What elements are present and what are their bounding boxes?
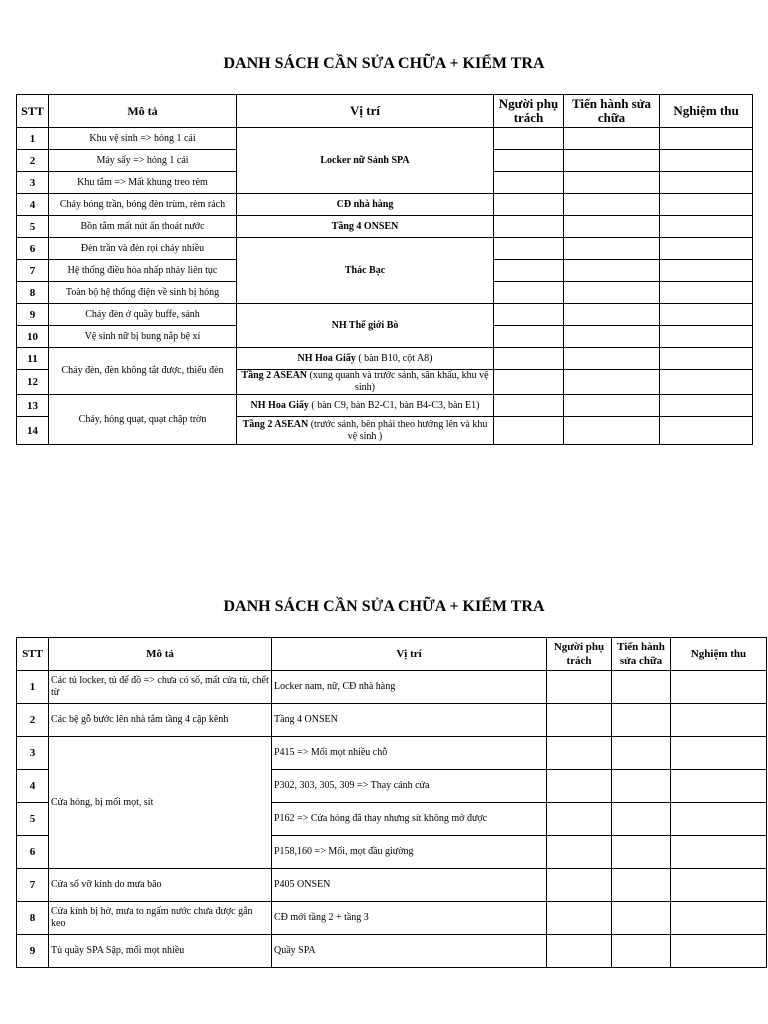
stt-cell: 13 xyxy=(17,395,49,417)
stt-cell: 3 xyxy=(17,172,49,194)
stt-cell: 11 xyxy=(17,348,49,370)
header-stt: STT xyxy=(17,638,49,671)
vi-tri-bold: Tầng 2 ASEAN xyxy=(241,370,308,381)
nguoi-phu-trach-cell xyxy=(494,282,564,304)
nghiem-thu-cell xyxy=(671,803,767,836)
header-tien-hanh: Tiến hành sửa chữa xyxy=(612,638,671,671)
mo-ta-cell: Các bệ gỗ bước lên nhà tắm tầng 4 cập kênh xyxy=(49,704,272,737)
tien-hanh-cell xyxy=(612,770,671,803)
tien-hanh-cell xyxy=(564,348,660,370)
vi-tri-cell xyxy=(237,395,494,417)
nghiem-thu-cell xyxy=(660,304,753,326)
mo-ta-cell: Các tủ locker, tủ để đồ => chưa có số, mất cửa tủ, chết từ xyxy=(49,671,272,704)
stt-cell: 14 xyxy=(17,417,49,445)
nguoi-phu-trach-cell xyxy=(547,737,612,770)
nghiem-thu-cell xyxy=(671,737,767,770)
table-row xyxy=(17,737,767,770)
header-vi-tri: Vị trí xyxy=(272,638,547,671)
tien-hanh-cell xyxy=(564,282,660,304)
vi-tri-cell: NH Thế giới Bò xyxy=(237,304,494,348)
nghiem-thu-cell xyxy=(660,238,753,260)
nghiem-thu-cell xyxy=(671,770,767,803)
table-header-row xyxy=(17,638,767,671)
header-nghiem-thu: Nghiệm thu xyxy=(671,638,767,671)
vi-tri-cell: P302, 303, 305, 309 => Thay cánh cửa xyxy=(272,770,547,803)
stt-cell: 3 xyxy=(17,737,49,770)
nguoi-phu-trach-cell xyxy=(494,150,564,172)
stt-cell: 1 xyxy=(17,671,49,704)
header-stt: STT xyxy=(17,95,49,128)
nghiem-thu-cell xyxy=(660,417,753,445)
vi-tri-detail: ( bàn C9, bàn B2-C1, bàn B4-C3, bàn E1) xyxy=(308,399,480,411)
mo-ta-cell: Cháy bóng trần, bóng đèn trùm, rèm rách xyxy=(49,194,237,216)
nguoi-phu-trach-cell xyxy=(547,869,612,902)
nghiem-thu-cell xyxy=(660,326,753,348)
stt-cell: 1 xyxy=(17,128,49,150)
vi-tri-cell xyxy=(237,417,494,445)
header-tien-hanh: Tiến hành sửa chữa xyxy=(564,95,660,128)
mo-ta-cell: Cháy đèn, đèn không tắt được, thiếu đèn xyxy=(49,348,237,395)
nghiem-thu-cell xyxy=(660,395,753,417)
vi-tri-cell: CĐ mới tầng 2 + tầng 3 xyxy=(272,902,547,935)
nghiem-thu-cell xyxy=(671,902,767,935)
tien-hanh-cell xyxy=(612,902,671,935)
vi-tri-cell: P158,160 => Mối, mọt đầu giường xyxy=(272,836,547,869)
stt-cell: 7 xyxy=(17,260,49,282)
table-row xyxy=(17,869,767,902)
nguoi-phu-trach-cell xyxy=(547,770,612,803)
nghiem-thu-cell xyxy=(660,194,753,216)
stt-cell: 4 xyxy=(17,770,49,803)
page-title-2: DANH SÁCH CẦN SỬA CHỮA + KIỂM TRA xyxy=(223,598,545,615)
header-mo-ta: Mô tả xyxy=(49,95,237,128)
vi-tri-detail: (xung quanh và trước sảnh, sân khấu, khu vệ sinh) xyxy=(307,370,489,393)
vi-tri-cell: P405 ONSEN xyxy=(272,869,547,902)
nguoi-phu-trach-cell xyxy=(494,370,564,395)
table-row xyxy=(17,194,753,216)
stt-cell: 10 xyxy=(17,326,49,348)
tien-hanh-cell xyxy=(612,671,671,704)
nguoi-phu-trach-cell xyxy=(547,671,612,704)
stt-cell: 12 xyxy=(17,370,49,395)
vi-tri-cell: Thác Bạc xyxy=(237,238,494,304)
repair-table-2 xyxy=(16,637,767,968)
vi-tri-cell: Quầy SPA xyxy=(272,935,547,968)
stt-cell: 8 xyxy=(17,902,49,935)
nghiem-thu-cell xyxy=(660,172,753,194)
stt-cell: 9 xyxy=(17,304,49,326)
nguoi-phu-trach-cell xyxy=(494,260,564,282)
nguoi-phu-trach-cell xyxy=(494,194,564,216)
table-row xyxy=(17,902,767,935)
mo-ta-cell: Hệ thống điều hòa nhấp nháy liên tục xyxy=(49,260,237,282)
header-vi-tri: Vị trí xyxy=(237,95,494,128)
tien-hanh-cell xyxy=(564,216,660,238)
nghiem-thu-cell xyxy=(671,935,767,968)
vi-tri-detail: ( bàn B10, cột A8) xyxy=(355,352,433,364)
table-row xyxy=(17,128,753,150)
vi-tri-bold: NH Hoa Giấy xyxy=(297,352,356,364)
nghiem-thu-cell xyxy=(660,260,753,282)
header-nguoi-phu-trach: Người phụ trách xyxy=(547,638,612,671)
vi-tri-cell: Locker nam, nữ, CĐ nhà hàng xyxy=(272,671,547,704)
stt-cell: 5 xyxy=(17,216,49,238)
stt-cell: 2 xyxy=(17,150,49,172)
tien-hanh-cell xyxy=(564,128,660,150)
tien-hanh-cell xyxy=(564,194,660,216)
tien-hanh-cell xyxy=(564,417,660,445)
mo-ta-cell: Cửa sổ vỡ kính do mưa bão xyxy=(49,869,272,902)
nguoi-phu-trach-cell xyxy=(494,395,564,417)
nguoi-phu-trach-cell xyxy=(494,172,564,194)
tien-hanh-cell xyxy=(564,395,660,417)
nguoi-phu-trach-cell xyxy=(494,348,564,370)
stt-cell: 6 xyxy=(17,238,49,260)
tien-hanh-cell xyxy=(612,704,671,737)
mo-ta-cell: Cháy, hỏng quạt, quạt chập trờn xyxy=(49,395,237,445)
table-row xyxy=(17,304,753,326)
tien-hanh-cell xyxy=(612,803,671,836)
nghiem-thu-cell xyxy=(671,704,767,737)
vi-tri-cell xyxy=(237,348,494,370)
nguoi-phu-trach-cell xyxy=(547,704,612,737)
nghiem-thu-cell xyxy=(660,216,753,238)
nguoi-phu-trach-cell xyxy=(547,836,612,869)
repair-table-1 xyxy=(16,94,753,445)
nguoi-phu-trach-cell xyxy=(494,326,564,348)
nghiem-thu-cell xyxy=(660,370,753,395)
page-title-1: DANH SÁCH CẦN SỬA CHỮA + KIỂM TRA xyxy=(223,55,545,72)
nghiem-thu-cell xyxy=(671,836,767,869)
table-row xyxy=(17,216,753,238)
stt-cell: 7 xyxy=(17,869,49,902)
vi-tri-cell: CĐ nhà hàng xyxy=(237,194,494,216)
table-row xyxy=(17,348,753,370)
mo-ta-cell: Đèn trần và đèn rọi cháy nhiều xyxy=(49,238,237,260)
stt-cell: 6 xyxy=(17,836,49,869)
vi-tri-detail: (trước sảnh, bên phải theo hướng lên và khu vệ sinh ) xyxy=(308,418,488,442)
tien-hanh-cell xyxy=(612,869,671,902)
mo-ta-cell: Toàn bộ hệ thống điện về sinh bị hỏng xyxy=(49,282,237,304)
header-mo-ta: Mô tả xyxy=(49,638,272,671)
mo-ta-cell: Khu vệ sinh => hỏng 1 cái xyxy=(49,128,237,150)
nghiem-thu-cell xyxy=(660,150,753,172)
stt-cell: 4 xyxy=(17,194,49,216)
tien-hanh-cell xyxy=(564,150,660,172)
nguoi-phu-trach-cell xyxy=(494,128,564,150)
vi-tri-cell: Locker nữ Sảnh SPA xyxy=(237,128,494,194)
header-nguoi-phu-trach: Người phụ trách xyxy=(494,95,564,128)
stt-cell: 9 xyxy=(17,935,49,968)
tien-hanh-cell xyxy=(564,304,660,326)
vi-tri-bold: NH Hoa Giấy xyxy=(250,399,309,411)
header-nghiem-thu: Nghiệm thu xyxy=(660,95,753,128)
tien-hanh-cell xyxy=(612,737,671,770)
vi-tri-cell xyxy=(237,370,494,395)
table-row xyxy=(17,238,753,260)
mo-ta-cell: Tủ quầy SPA Sập, mối mọt nhiều xyxy=(49,935,272,968)
stt-cell: 8 xyxy=(17,282,49,304)
mo-ta-cell: Cháy đèn ở quầy buffe, sảnh xyxy=(49,304,237,326)
mo-ta-cell: Vệ sinh nữ bị bung nắp bệ xí xyxy=(49,326,237,348)
vi-tri-cell: Tầng 4 ONSEN xyxy=(237,216,494,238)
tien-hanh-cell xyxy=(564,260,660,282)
nghiem-thu-cell xyxy=(660,128,753,150)
tien-hanh-cell xyxy=(564,370,660,395)
nghiem-thu-cell xyxy=(671,869,767,902)
stt-cell: 2 xyxy=(17,704,49,737)
nguoi-phu-trach-cell xyxy=(494,238,564,260)
tien-hanh-cell xyxy=(564,238,660,260)
mo-ta-cell: Cửa kính bị hở, mưa to ngấm nước chưa được gắn keo xyxy=(49,902,272,935)
mo-ta-cell: Bồn tắm mất nút ấn thoát nước xyxy=(49,216,237,238)
nghiem-thu-cell xyxy=(660,282,753,304)
stt-cell: 5 xyxy=(17,803,49,836)
table-row xyxy=(17,935,767,968)
nghiem-thu-cell xyxy=(671,671,767,704)
vi-tri-bold: Tầng 2 ASEAN xyxy=(242,418,309,430)
tien-hanh-cell xyxy=(564,172,660,194)
nguoi-phu-trach-cell xyxy=(494,216,564,238)
nghiem-thu-cell xyxy=(660,348,753,370)
vi-tri-cell: Tầng 4 ONSEN xyxy=(272,704,547,737)
nguoi-phu-trach-cell xyxy=(494,417,564,445)
mo-ta-cell: Khu tắm => Mất khung treo rèm xyxy=(49,172,237,194)
table-row xyxy=(17,704,767,737)
table-row xyxy=(17,671,767,704)
tien-hanh-cell xyxy=(612,935,671,968)
vi-tri-cell: P162 => Cửa hỏng đã thay nhưng sít không mở được xyxy=(272,803,547,836)
nguoi-phu-trach-cell xyxy=(547,803,612,836)
table-header-row xyxy=(17,95,753,128)
nguoi-phu-trach-cell xyxy=(547,902,612,935)
vi-tri-cell: P415 => Mối mọt nhiều chỗ xyxy=(272,737,547,770)
table-row xyxy=(17,395,753,417)
nguoi-phu-trach-cell xyxy=(547,935,612,968)
mo-ta-cell: Cửa hỏng, bị mối mọt, sít xyxy=(49,737,272,869)
nguoi-phu-trach-cell xyxy=(494,304,564,326)
tien-hanh-cell xyxy=(612,836,671,869)
tien-hanh-cell xyxy=(564,326,660,348)
mo-ta-cell: Máy sấy => hỏng 1 cái xyxy=(49,150,237,172)
